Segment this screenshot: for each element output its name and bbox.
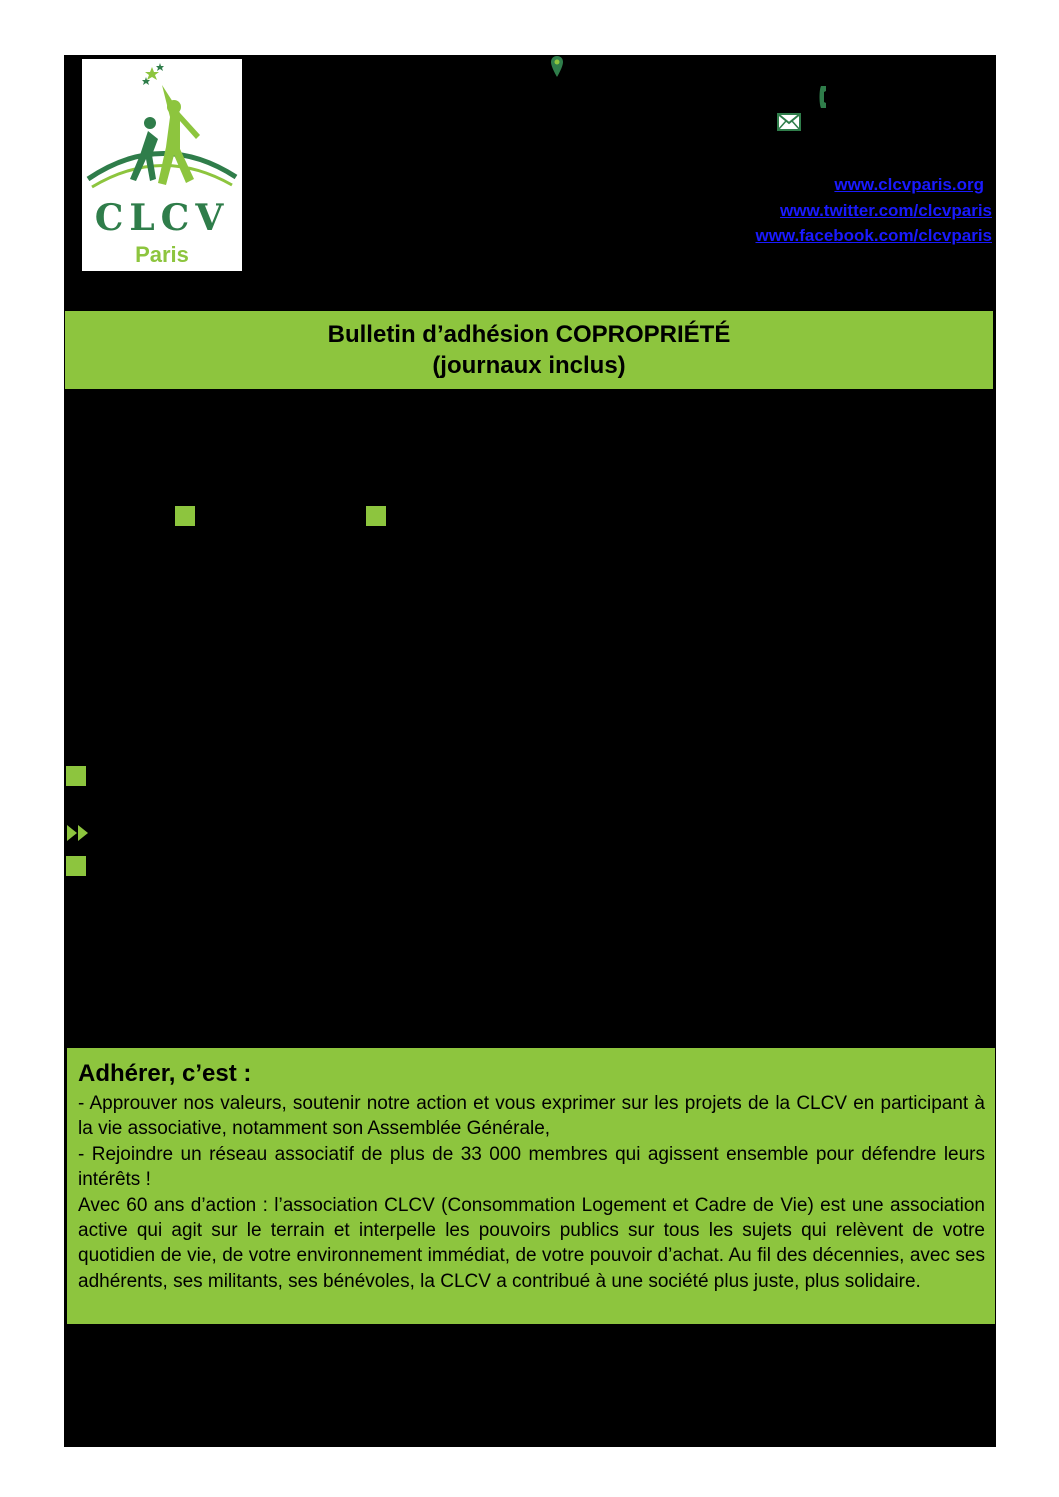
checkbox-option-4[interactable]	[66, 856, 86, 876]
double-arrow-icon	[66, 824, 90, 842]
checkbox-option-3[interactable]	[66, 766, 86, 786]
logo-wordmark: CLCV	[94, 197, 230, 239]
logo-subtitle: Paris	[135, 242, 189, 267]
twitter-link[interactable]: www.twitter.com/clcvparis	[780, 201, 992, 220]
info-paragraph: - Approuver nos valeurs, soutenir notre action et vous exprimer sur les projets de la CLCV en participant à la vie associative, notamment son Assemblée Générale,	[78, 1093, 985, 1140]
logo-figures-icon	[82, 59, 242, 271]
checkbox-option-2[interactable]	[366, 506, 386, 526]
envelope-icon	[777, 113, 801, 131]
info-paragraph: Avec 60 ans d’action : l’association CLCV (Consommation Logement et Cadre de Vie) est une association active qui agit sur le terrain et interpelle les pouvoirs publics sur tous les sujets qui relèvent de votre quotidien de vie, de votre environnement immédiat, de votre pouvoir d’achat. Au fil des décennies, avec ses adhérents, ses militants, ses bénévoles, la CLCV a contribué à une société plus juste, plus solidaire.	[78, 1194, 985, 1292]
phone-icon	[818, 85, 830, 109]
info-paragraph: - Rejoindre un réseau associatif de plus de 33 000 membres qui agissent ensemble pour défendre leurs intérêts !	[78, 1143, 985, 1191]
website-link[interactable]: www.clcvparis.org	[834, 175, 984, 194]
form-title-banner	[65, 311, 993, 389]
location-pin-icon	[550, 55, 564, 79]
clcv-logo	[82, 59, 242, 271]
info-heading: Adhérer, c’est :	[78, 1060, 252, 1087]
facebook-link[interactable]: www.facebook.com/clcvparis	[755, 226, 992, 245]
membership-info-box	[67, 1048, 995, 1324]
info-body	[78, 1091, 985, 1294]
checkbox-option-1[interactable]	[175, 506, 195, 526]
form-subtitle: (journaux inclus)	[432, 352, 626, 379]
form-page	[64, 55, 996, 1447]
form-title: Bulletin d’adhésion COPROPRIÉTÉ	[327, 321, 731, 348]
